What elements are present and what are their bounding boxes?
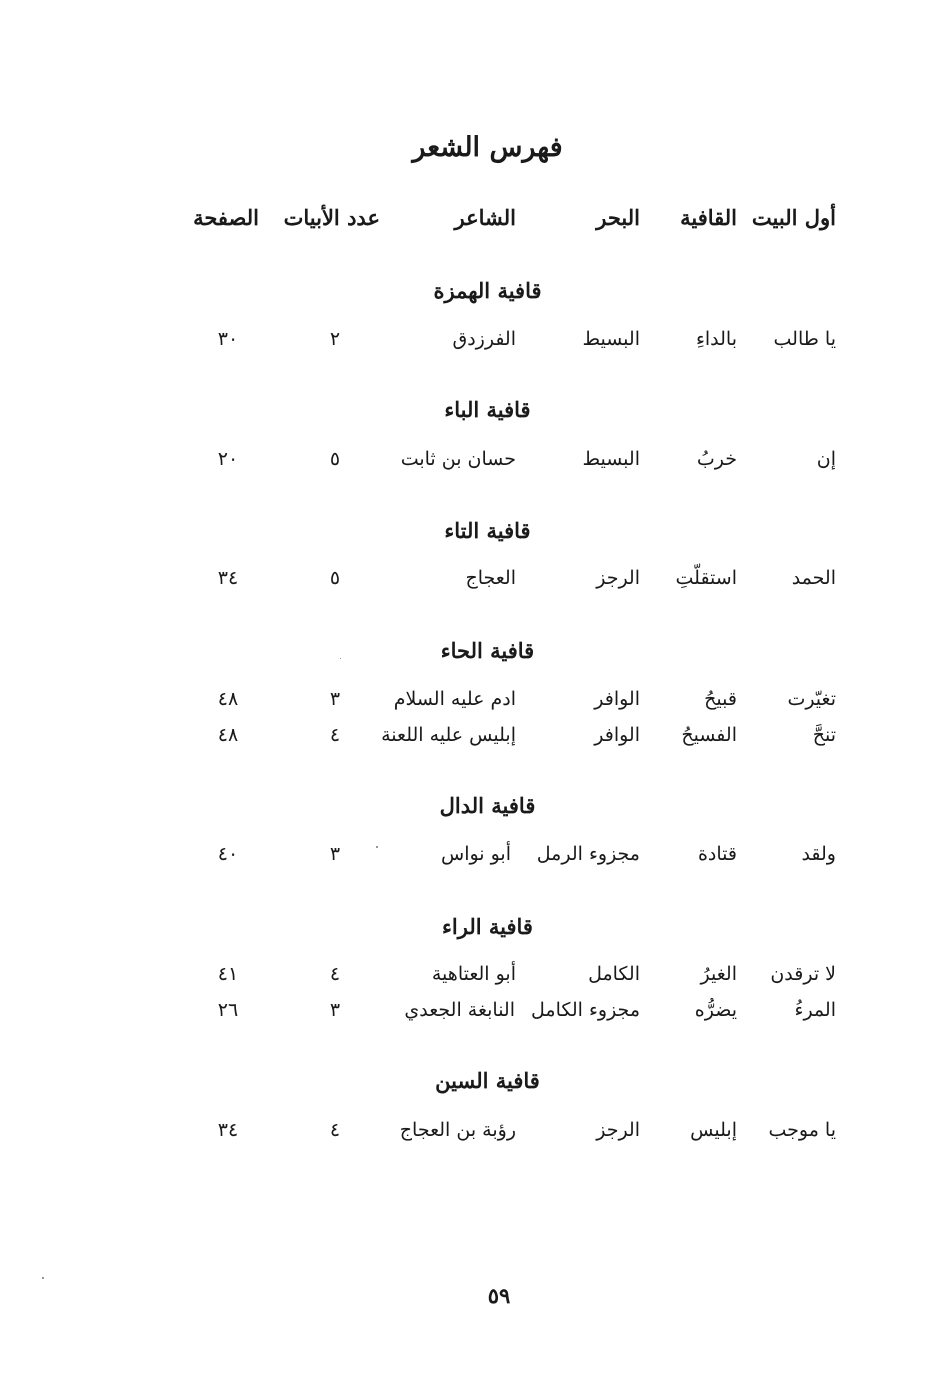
cell-rhyme: يضرُّه xyxy=(694,999,737,1021)
cell-page: ٢٦ xyxy=(217,999,239,1021)
cell-verse-count: ٣ xyxy=(329,688,341,710)
cell-page: ٣٤ xyxy=(217,1119,239,1141)
cell-meter: الوافر xyxy=(594,724,640,746)
cell-rhyme: بالداءِ xyxy=(695,328,737,350)
section-title: قافية السين xyxy=(435,1068,540,1093)
cell-meter: الرجز xyxy=(596,567,640,589)
scan-speck xyxy=(42,1277,44,1279)
page-number: ٥٩ xyxy=(487,1283,511,1308)
section-title: قافية الهمزة xyxy=(433,278,542,303)
cell-rhyme: الفسيحُ xyxy=(681,724,737,746)
cell-first-line: الحمد xyxy=(791,567,836,589)
cell-first-line: إن xyxy=(816,448,836,470)
cell-page: ٢٠ xyxy=(217,448,239,470)
cell-poet: الفرزدق xyxy=(452,328,516,350)
cell-verse-count: ٣ xyxy=(329,999,341,1021)
scan-speck xyxy=(340,658,341,659)
cell-verse-count: ٥ xyxy=(329,448,341,470)
cell-first-line: لا ترقدن xyxy=(770,963,836,985)
cell-meter: الوافر xyxy=(594,688,640,710)
header-poet: الشاعر xyxy=(454,205,516,230)
section-title: قافية التاء xyxy=(444,518,531,543)
cell-first-line: تغيّرت xyxy=(787,688,836,710)
section-title: قافية الراء xyxy=(442,914,533,939)
page-title: فهرس الشعر xyxy=(412,132,563,163)
cell-verse-count: ٤ xyxy=(329,1119,341,1141)
cell-rhyme: الغيرُ xyxy=(700,963,737,985)
section-title: قافية الحاء xyxy=(440,638,535,663)
cell-first-line: ولقد xyxy=(801,843,836,865)
cell-verse-count: ٢ xyxy=(329,328,341,350)
cell-first-line: تنحَّ xyxy=(812,724,836,746)
cell-meter: مجزوء الرمل xyxy=(536,843,640,865)
cell-first-line: يا موجب xyxy=(768,1119,836,1141)
section-title: قافية الدال xyxy=(439,793,536,818)
section-title: قافية الباء xyxy=(444,397,531,422)
cell-rhyme: استقلّتِ xyxy=(675,567,737,589)
cell-verse-count: ٥ xyxy=(329,567,341,589)
cell-first-line: المرءُ xyxy=(794,999,836,1021)
cell-rhyme: قبيحُ xyxy=(704,688,737,710)
cell-rhyme: قتادة xyxy=(697,843,737,865)
header-page: الصفحة xyxy=(193,205,259,230)
cell-verse-count: ٣ xyxy=(329,843,341,865)
header-verse-count: عدد الأبيات xyxy=(283,205,380,230)
cell-meter: البسيط xyxy=(582,448,640,470)
cell-page: ٤٨ xyxy=(217,688,239,710)
cell-meter: البسيط xyxy=(582,328,640,350)
cell-meter: مجزوء الكامل xyxy=(531,999,640,1021)
cell-meter: الكامل xyxy=(588,963,640,985)
cell-poet: النابغة الجعدي xyxy=(404,999,515,1021)
scan-speck xyxy=(376,846,378,848)
cell-first-line: يا طالب xyxy=(773,328,836,350)
cell-poet: أبو نواس xyxy=(441,843,511,865)
header-first-line: أول البيت xyxy=(751,205,836,230)
cell-poet: ادم عليه السلام xyxy=(393,688,516,710)
header-rhyme: القافية xyxy=(680,205,737,230)
cell-poet: إبليس عليه اللعنة xyxy=(381,724,516,746)
cell-poet: العجاج xyxy=(465,567,516,589)
cell-page: ٤١ xyxy=(217,963,239,985)
cell-rhyme: إبليس xyxy=(690,1119,737,1141)
cell-rhyme: خربُ xyxy=(696,448,737,470)
cell-poet: أبو العتاهية xyxy=(431,963,516,985)
cell-verse-count: ٤ xyxy=(329,724,341,746)
cell-page: ٣٤ xyxy=(217,567,239,589)
cell-meter: الرجز xyxy=(596,1119,640,1141)
cell-poet: حسان بن ثابت xyxy=(400,448,516,470)
cell-verse-count: ٤ xyxy=(329,963,341,985)
cell-page: ٤٨ xyxy=(217,724,239,746)
cell-page: ٣٠ xyxy=(217,328,239,350)
header-meter: البحر xyxy=(596,205,640,230)
cell-page: ٤٠ xyxy=(217,843,239,865)
cell-poet: رؤبة بن العجاج xyxy=(399,1119,516,1141)
